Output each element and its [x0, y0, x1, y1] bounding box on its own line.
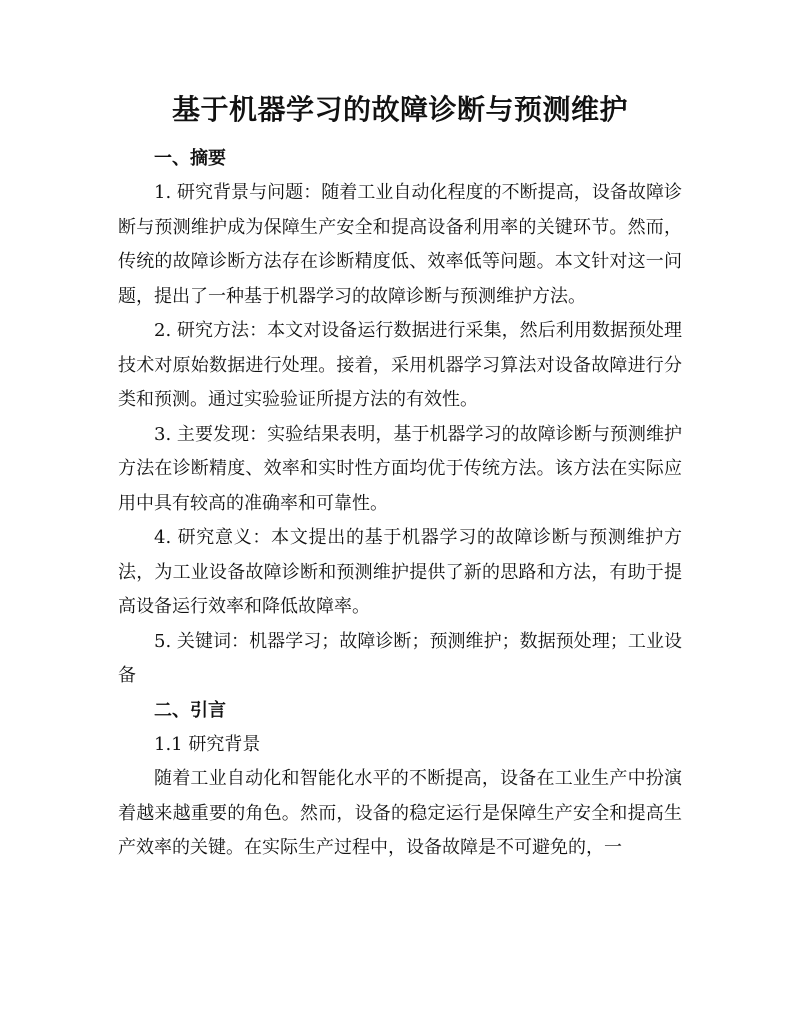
document-title: 基于机器学习的故障诊断与预测维护: [171, 93, 628, 126]
section-heading-introduction: 二、引言: [154, 699, 226, 721]
introduction-paragraph: 随着工业自动化和智能化水平的不断提高，设备在工业生产中扮演着越来越重要的角色。然而，设备的稳定运行是保障生产安全和提高生产效率的关键。在实际生产过程中，设备故障是不可避免的，一: [118, 768, 682, 858]
abstract-paragraph-keywords: 5. 关键词：机器学习；故障诊断；预测维护；数据预处理；工业设备: [118, 630, 682, 686]
abstract-paragraph-method: 2. 研究方法：本文对设备运行数据进行采集，然后利用数据预处理技术对原始数据进行处理。接着，采用机器学习算法对设备故障进行分类和预测。通过实验验证所提方法的有效性。: [118, 320, 682, 410]
abstract-paragraph-significance: 4. 研究意义：本文提出的基于机器学习的故障诊断与预测维护方法，为工业设备故障诊断和预测维护提供了新的思路和方法，有助于提高设备运行效率和降低故障率。: [118, 527, 682, 617]
subsection-heading-background: 1.1 研究背景: [154, 733, 261, 755]
section-heading-abstract: 一、摘要: [154, 148, 226, 169]
abstract-paragraph-background: 1. 研究背景与问题：随着工业自动化程度的不断提高，设备故障诊断与预测维护成为保障生产安全和提高设备利用率的关键环节。然而，传统的故障诊断方法存在诊断精度低、效率低等问题。本文针对这一问题，提出了一种基于机器学习的故障诊断与预测维护方法。: [118, 182, 682, 307]
abstract-paragraph-findings: 3. 主要发现：实验结果表明，基于机器学习的故障诊断与预测维护方法在诊断精度、效率和实时性方面均优于传统方法。该方法在实际应用中具有较高的准确率和可靠性。: [118, 423, 682, 514]
title-spacer: [118, 132, 682, 142]
